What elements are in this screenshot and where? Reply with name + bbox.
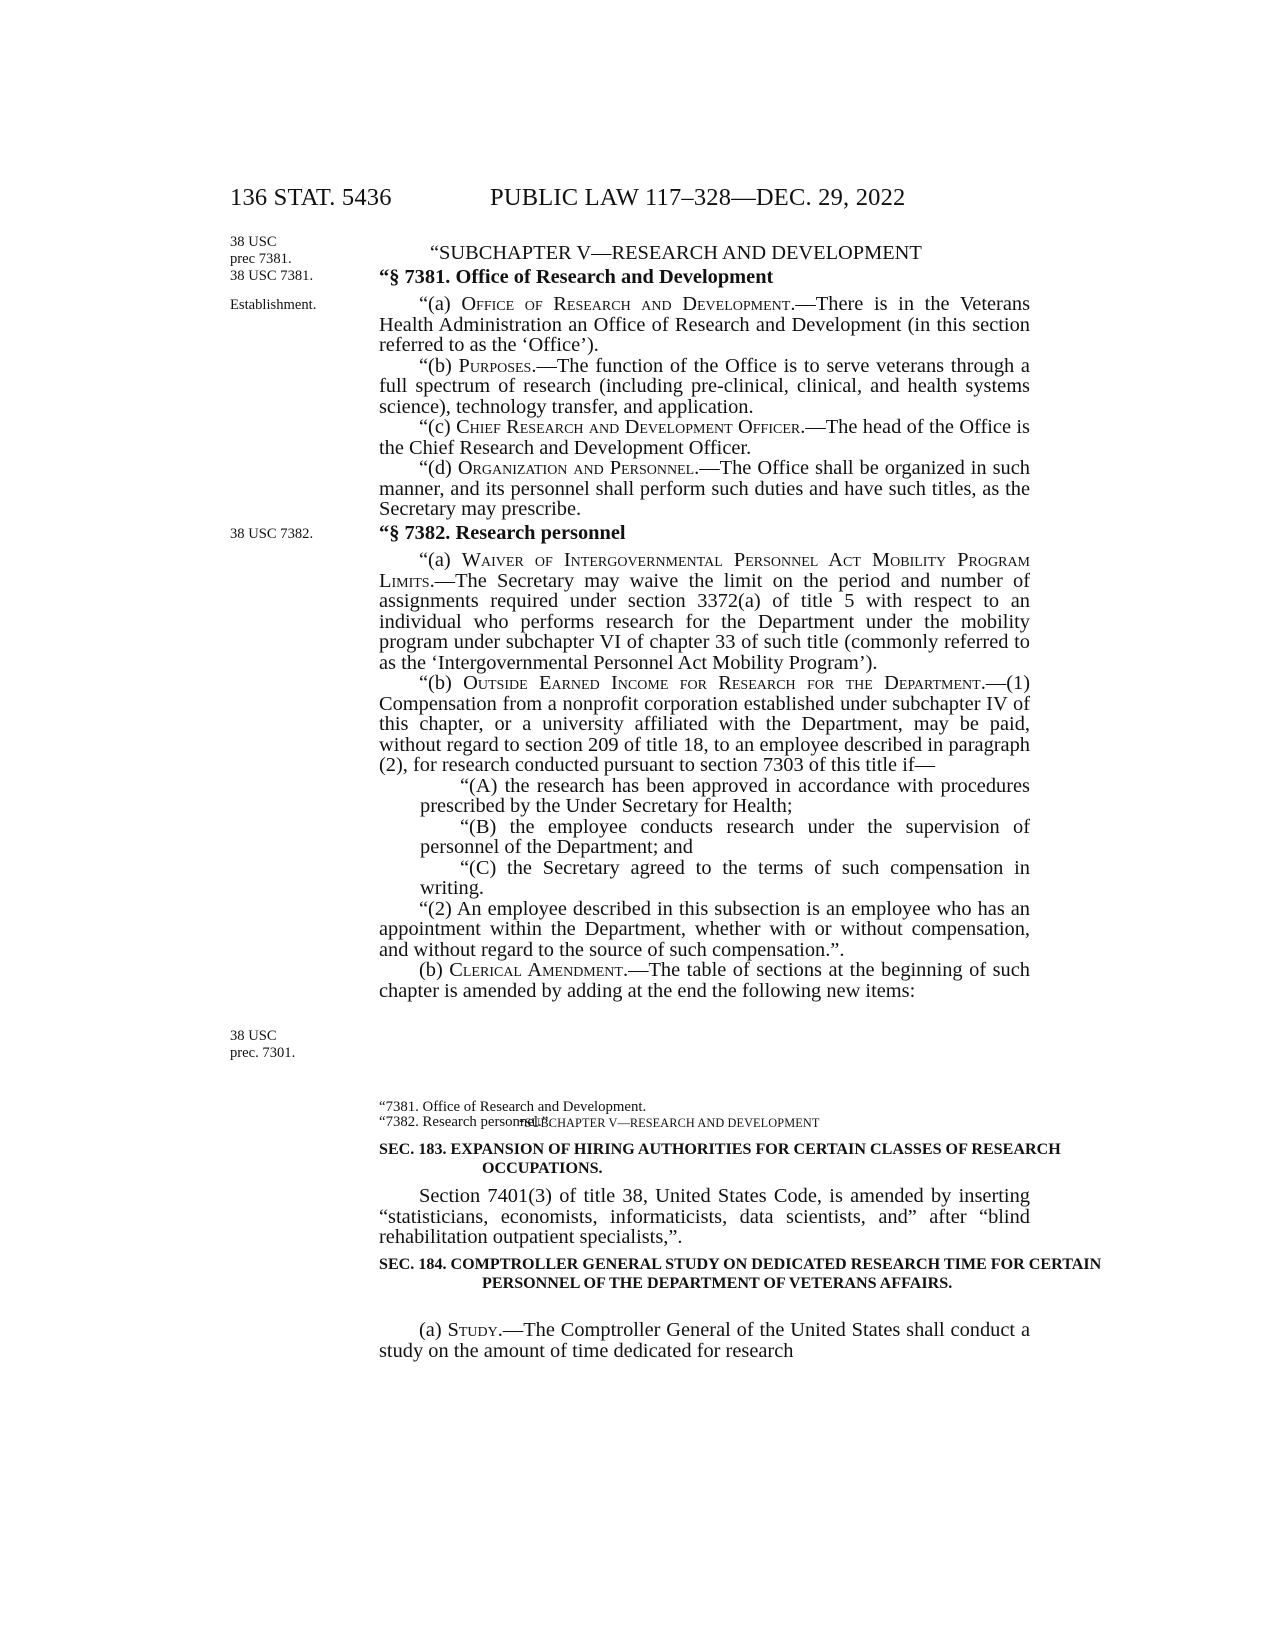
- margin-note-establishment: Establishment.: [230, 297, 317, 313]
- table-of-sections-item: “7382. Research personnel.”.: [379, 1114, 552, 1130]
- margin-note-7381: 38 USC 7381.: [230, 268, 314, 284]
- stat-page-number: 136 STAT. 5436: [230, 184, 392, 211]
- table-of-sections-heading: “SUBCHAPTER V—RESEARCH AND DEVELOPMENT: [519, 1116, 820, 1130]
- section-7382-b1: “(b) Outside Earned Income for Research for the Department.—(1) Compensation from a nonprofit corporation established under subchapter IV of this chapter, or a university affiliated with the Department, may be paid, without regard to section 209 of title 18, to an employee described in paragraph (2), for research conducted pursuant to section 7303 of this title if—: [379, 672, 1030, 776]
- section-7381-heading: “§ 7381. Office of Research and Development: [379, 266, 774, 288]
- section-7381-body: [379, 294, 1030, 520]
- sec-184-body: [379, 1320, 1030, 1361]
- section-7382-heading: “§ 7382. Research personnel: [379, 522, 626, 544]
- subchapter-heading: “SUBCHAPTER V—RESEARCH AND DEVELOPMENT: [430, 242, 922, 264]
- sec-183-text: Section 7401(3) of title 38, United States Code, is amended by inserting “statisticians, economists, informaticists, data scientists, and” after “blind rehabilitation outpatient specialists,”.: [379, 1185, 1030, 1248]
- sec-184-a: (a) Study.—The Comptroller General of the United States shall conduct a study on the amount of time dedicated for research: [379, 1319, 1030, 1362]
- section-7381-d: “(d) Organization and Personnel.—The Office shall be organized in such manner, and its personnel shall perform such duties and have such titles, as the Secretary may prescribe.: [379, 457, 1030, 520]
- running-title: PUBLIC LAW 117–328—DEC. 29, 2022: [490, 184, 906, 211]
- section-7381-a: “(a) Office of Research and Development.—There is in the Veterans Health Administration an Office of Research and Development (in this section referred to as the ‘Office’).: [379, 293, 1031, 356]
- sec-183-heading: SEC. 183. EXPANSION OF HIRING AUTHORITIES FOR CERTAIN CLASSES OF RESEARCH OCCUPATIONS.: [379, 1141, 1061, 1177]
- margin-note-prec-7301: [230, 1028, 340, 1062]
- section-7382-b1-C: “(C) the Secretary agreed to the terms of such compensation in writing.: [420, 856, 1030, 899]
- table-of-sections-item: “7381. Office of Research and Development.: [379, 1099, 647, 1115]
- margin-note-line: 38 USC: [230, 234, 277, 250]
- section-7382-b1-B: “(B) the employee conducts research under the supervision of personnel of the Department; and: [420, 815, 1030, 858]
- section-7382-b1-A: “(A) the research has been approved in accordance with procedures prescribed by the Under Secretary for Health;: [420, 774, 1030, 817]
- margin-note-line: 38 USC: [230, 1028, 277, 1044]
- margin-note-line: prec. 7301.: [230, 1045, 296, 1061]
- clerical-amendment: (b) Clerical Amendment.—The table of sections at the beginning of such chapter is amended by adding at the end the following new items:: [379, 959, 1030, 1002]
- section-7382-b2: “(2) An employee described in this subsection is an employee who has an appointment within the Department, whether with or without compensation, and without regard to the source of such compensation.”.: [379, 897, 1030, 961]
- sec-184-heading: SEC. 184. COMPTROLLER GENERAL STUDY ON DEDICATED RESEARCH TIME FOR CERTAIN PERSONNEL OF THE DEPARTMENT OF VETERANS AFFAIRS.: [379, 1256, 1102, 1292]
- margin-note-prec-7381: [230, 234, 340, 268]
- section-7381-c: “(c) Chief Research and Development Officer.—The head of the Office is the Chief Research and Development Officer.: [379, 416, 1030, 459]
- section-7382-a: “(a) Waiver of Intergovernmental Personnel Act Mobility Program Limits.—The Secretary may waive the limit on the period and number of assignments required under section 3372(a) of title 5 with respect to an individual who performs research for the Department under the mobility program under subchapter VI of chapter 33 of such title (commonly referred to as the ‘Intergovernmental Personnel Act Mobility Program’).: [379, 549, 1030, 674]
- margin-note-line: prec 7381.: [230, 251, 292, 267]
- section-7382-body: [379, 550, 1030, 1001]
- sec-183-body: [379, 1186, 1030, 1248]
- section-7381-b: “(b) Purposes.—The function of the Office is to serve veterans through a full spectrum of research (including pre-clinical, clinical, and health systems science), technology transfer, and application.: [379, 354, 1030, 418]
- margin-note-7382: 38 USC 7382.: [230, 526, 314, 542]
